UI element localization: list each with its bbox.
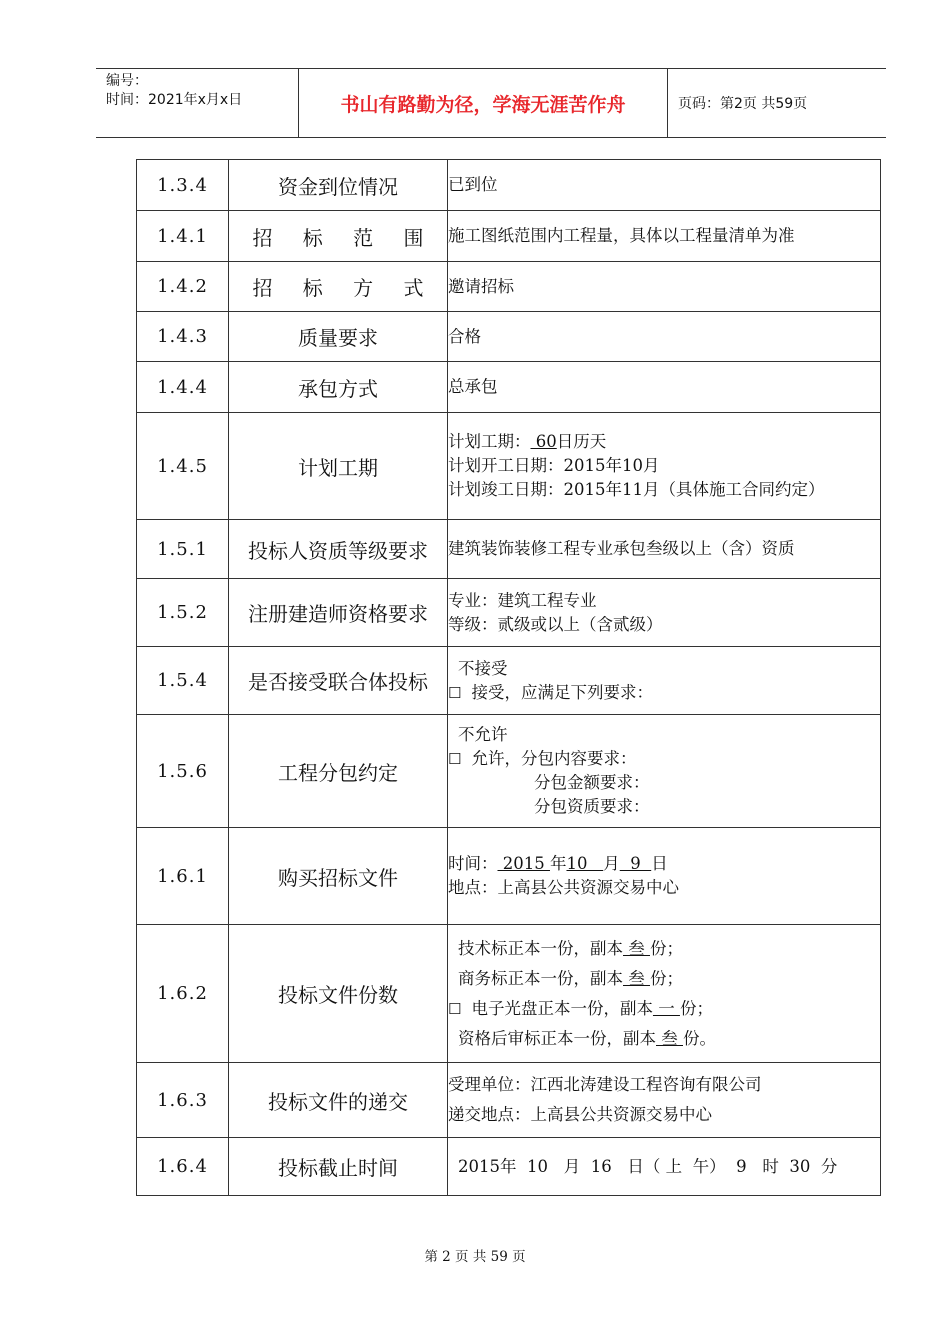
row-value (448, 413, 881, 520)
row-value (448, 828, 881, 925)
checkbox-icon: ☐ (448, 683, 462, 702)
row-item: 是否接受联合体投标 (229, 647, 448, 715)
page-footer: 第 2 页 共 59 页 (424, 1249, 526, 1265)
row-number: 1.4.4 (137, 362, 229, 413)
row-item: 质量要求 (229, 312, 448, 362)
purchase-time: 时间： 2015 年10 月 9 日 (448, 854, 668, 873)
row-number: 1.5.1 (137, 520, 229, 579)
option-accept: ☐ 接受，应满足下列要求： (448, 682, 653, 702)
row-number: 1.5.6 (137, 715, 229, 828)
row-item: 资金到位情况 (229, 160, 448, 211)
row-number: 1.6.3 (137, 1063, 229, 1138)
row-value (448, 925, 881, 1063)
row-value: 施工图纸范围内工程量，具体以工程量清单为准 (448, 211, 881, 262)
table-row (137, 828, 881, 925)
page-header (96, 68, 886, 138)
table-row (137, 925, 881, 1063)
row-number: 1.5.2 (137, 579, 229, 647)
copies-line: 技术标正本一份，副本 叁 份； (458, 938, 683, 958)
subcontract-amount: 分包金额要求： (534, 773, 650, 792)
table-row (137, 211, 881, 262)
checkbox-icon: ☐ (448, 750, 462, 768)
header-motto: 书山有路勤为径，学海无涯苦作舟 (340, 93, 626, 116)
document-number-label: 编号： (106, 73, 148, 89)
planned-period: 计划工期： 60日历天 (448, 432, 607, 451)
document-time: 时间：2021年x月x日 (106, 92, 243, 108)
checkbox-icon: ☐ (448, 999, 462, 1018)
row-value: 总承包 (448, 362, 881, 413)
copies-line: ☐ 电子光盘正本一份，副本 一 份； (448, 998, 713, 1018)
row-item: 购买招标文件 (229, 828, 448, 925)
row-number: 1.5.4 (137, 647, 229, 715)
row-number: 1.4.3 (137, 312, 229, 362)
row-number: 1.6.4 (137, 1138, 229, 1196)
option-disallow: 不允许 (458, 725, 508, 744)
table-row (137, 1138, 881, 1196)
row-value: 建筑装饰装修工程专业承包叁级以上（含）资质 (448, 520, 881, 579)
planned-end: 计划竣工日期：2015年11月（具体施工合同约定） (448, 480, 825, 499)
row-number: 1.6.2 (137, 925, 229, 1063)
row-value: 合格 (448, 312, 881, 362)
copies-line: 资格后审标正本一份，副本 叁 份。 (458, 1028, 716, 1048)
bidding-info-table (136, 159, 881, 1196)
row-number: 1.4.2 (137, 262, 229, 312)
row-value (448, 647, 881, 715)
table-row (137, 413, 881, 520)
subcontract-qualification: 分包资质要求： (534, 797, 650, 816)
row-item: 投标人资质等级要求 (229, 520, 448, 579)
row-number: 1.4.1 (137, 211, 229, 262)
table-row (137, 520, 881, 579)
row-item: 投标文件份数 (229, 925, 448, 1063)
purchase-place: 地点：上高县公共资源交易中心 (448, 878, 679, 897)
table-row (137, 362, 881, 413)
row-item: 承包方式 (229, 362, 448, 413)
row-item: 招 标 方 式 (229, 262, 448, 312)
row-value: 受理单位：江西北涛建设工程咨询有限公司 递交地点：上高县公共资源交易中心 (448, 1063, 881, 1138)
row-item: 计划工期 (229, 413, 448, 520)
option-reject: 不接受 (458, 658, 508, 678)
row-value: 已到位 (448, 160, 881, 211)
row-value: 2015年 10 月 16 日（ 上 午） 9 时 30 分 (448, 1138, 881, 1196)
header-page-info: 页码：第2页 共59页 (678, 96, 808, 112)
table-row (137, 160, 881, 211)
copies-line: 商务标正本一份，副本 叁 份； (458, 968, 683, 988)
row-number: 1.4.5 (137, 413, 229, 520)
table-row (137, 312, 881, 362)
table-row (137, 647, 881, 715)
row-number: 1.6.1 (137, 828, 229, 925)
header-meta (106, 72, 242, 110)
row-item: 投标文件的递交 (229, 1063, 448, 1138)
row-item: 投标截止时间 (229, 1138, 448, 1196)
row-item: 注册建造师资格要求 (229, 579, 448, 647)
planned-start: 计划开工日期：2015年10月 (448, 456, 660, 475)
row-item: 招 标 范 围 (229, 211, 448, 262)
table-row (137, 262, 881, 312)
row-value (448, 715, 881, 828)
row-value: 专业：建筑工程专业 等级：贰级或以上（含贰级） (448, 579, 881, 647)
table-row (137, 715, 881, 828)
table-row (137, 1063, 881, 1138)
option-allow: ☐ 允许，分包内容要求： (448, 749, 637, 768)
table-row (137, 579, 881, 647)
row-value: 邀请招标 (448, 262, 881, 312)
row-number: 1.3.4 (137, 160, 229, 211)
row-item: 工程分包约定 (229, 715, 448, 828)
header-divider (667, 69, 668, 137)
